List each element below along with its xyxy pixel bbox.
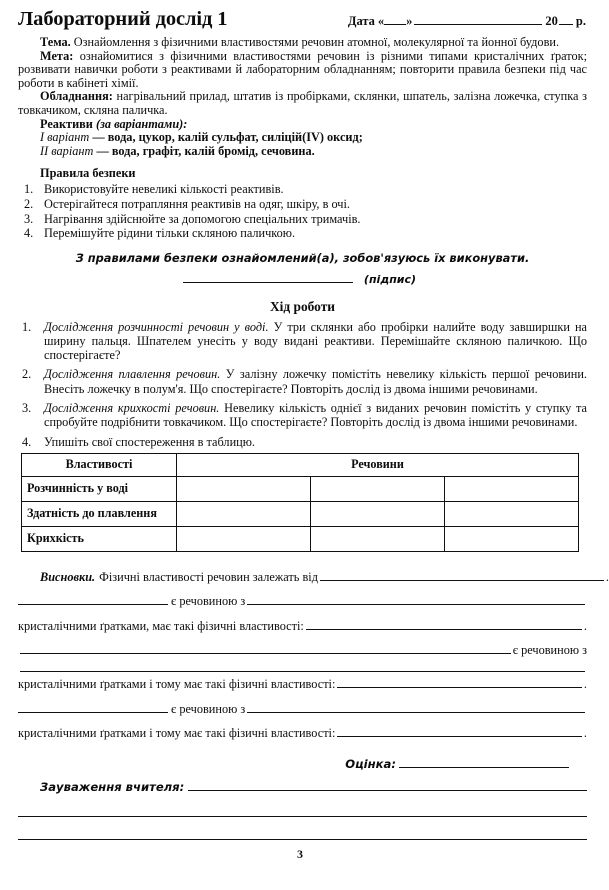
conclusions-lead-text: Фізичні властивості речовин залежать від [99,569,318,584]
conclusion-blank-1[interactable] [320,571,604,581]
list-item [18,367,587,395]
variant-1-label: I варіант [40,130,90,145]
variant-1-line [18,131,587,145]
conclusion-blank-3[interactable] [306,619,582,629]
table-row [22,501,579,526]
theme-label: Тема. [40,35,71,49]
cell-brittleness-2[interactable] [311,526,445,551]
reagents-paragraph [18,118,587,132]
conclusion-lattice-props-2: кристалічними ґратками і тому має такі фізичні властивості: [18,677,336,692]
safety-rule-3-number: 3. [24,211,34,226]
step-2-text: У залізну ложечку помістіть невелику кількість першої речовини. Внесіть ложечку в полум'я. Що спостерігаєте? Повторіть дослід із двома іншими речовинами. [44,367,588,396]
procedure-steps-list [18,320,587,449]
step-4-number: 4. [22,434,32,449]
safety-rules-list [18,182,587,240]
safety-rule-2-text: Остерігайтеся потрапляння реактивів на одяг, шкіру, в очі. [44,197,350,212]
cell-brittleness-3[interactable] [445,526,579,551]
teacher-remark-blank-2[interactable] [18,816,587,817]
step-3-number: 3. [22,401,32,416]
conclusion-is-substance-1: є речовиною з [171,594,246,609]
safety-rule-1-text: Використовуйте невеликі кількості реактивів. [44,182,284,197]
safety-rule-2-number: 2. [24,197,34,212]
row-label-meltability: Здатність до плавлення [22,501,177,526]
table-header-row [22,453,579,476]
step-3-heading: Дослідження крихкості речовин. [44,401,220,416]
equipment-text: нагрівальний прилад, штатив із пробірками, склянки, шпатель, залізна ложечка, ступка з товкачиком, скляна паличка. [18,89,587,117]
date-label: Дата [347,14,375,28]
conclusion-blank-2a[interactable] [18,595,168,605]
conclusion-line-6 [18,672,587,696]
goal-text: ознайомитися з фізичними властивостями речовин із різними типами кристалічних ґраток; розвивати навички роботи з реактивами й лабораторним обладнанням; повторити правила безпеки під час роботи в кабінеті хімії. [18,48,588,90]
variant-1-dash: — [89,130,108,145]
variant-2-text: вода, графіт, калій бромід, сечовина. [111,143,315,158]
conclusion-period-2: . [583,618,587,633]
step-1-heading: Дослідження розчинності речовин у воді. [44,319,269,334]
conclusion-line-2 [18,589,587,613]
conclusion-line-7 [18,697,587,721]
conclusion-line-4 [18,638,587,662]
column-header-substances: Речовини [177,453,579,476]
safety-rules-title: Правила безпеки [40,166,136,181]
conclusion-blank-2b[interactable] [247,595,585,605]
conclusion-blank-4[interactable] [20,644,511,654]
safety-rule-3-text: Нагрівання здійснюйте за допомогою спеціальних тримачів. [44,211,361,226]
observations-table [21,453,579,552]
variant-2-line [18,145,587,159]
teacher-remark-blank-1[interactable] [188,782,587,791]
teacher-remark-blank-3[interactable] [18,839,587,840]
conclusion-period-3: . [583,677,587,692]
date-field[interactable] [348,14,588,29]
conclusion-blank-7b[interactable] [247,702,585,712]
theme-text: Ознайомлення з фізичними властивостями речовин атомної, молекулярної та йонної будови. [73,35,560,49]
date-year-prefix: 20 [545,14,558,28]
reagents-label: Реактиви [40,116,93,131]
table-row [22,476,579,501]
step-4-text: Упишіть свої спостереження в таблицю. [44,434,255,449]
step-2-number: 2. [22,367,32,382]
variant-2-dash: — [93,143,112,158]
cell-meltability-3[interactable] [445,501,579,526]
date-day-blank[interactable] [384,15,406,25]
date-quote-open: « [377,14,385,28]
conclusion-line-5 [18,662,587,672]
cell-solubility-3[interactable] [445,476,579,501]
page-number: 3 [297,847,303,861]
conclusion-line-8 [18,721,587,745]
step-1-text: У три склянки або пробірки налийте воду завширшки на ширину пальця. Шпателем унесіть у воду видані реактиви. Перемішайте скляною паличкою. Що спостерігаєте? [44,319,587,362]
signature-blank[interactable] [183,274,353,283]
conclusion-blank-7a[interactable] [18,702,168,712]
procedure-heading: Хід роботи [270,298,335,314]
goal-label: Мета: [40,48,74,63]
conclusion-is-substance-2: є речовиною з [512,642,587,657]
variant-1-text: вода, цукор, калій сульфат, силіцій(IV) оксид; [107,130,363,145]
safety-rule-4-number: 4. [24,226,34,241]
list-item [18,212,587,226]
conclusion-is-substance-3: є речовиною з [171,701,246,716]
signature-caption: (підпис) [363,272,417,286]
grade-row [18,757,587,771]
conclusion-blank-6[interactable] [337,678,582,688]
page-header [0,0,600,31]
safety-pledge-text: З правилами безпеки ознайомлений(а), зобов'язуюсь їх виконувати. [75,250,530,265]
row-label-brittleness: Крихкість [22,526,177,551]
teacher-remark-label: Зауваження вчителя: [40,780,185,795]
cell-solubility-2[interactable] [311,476,445,501]
table-row [22,526,579,551]
equipment-label: Обладнання: [40,89,113,104]
column-header-property: Властивості [22,453,177,476]
worksheet-content [0,31,609,840]
date-month-blank[interactable] [414,15,542,25]
conclusion-lattice-props-3: кристалічними ґратками і тому має такі фізичні властивості: [18,725,336,740]
grade-blank[interactable] [399,759,569,768]
list-item [18,197,587,211]
cell-meltability-1[interactable] [177,501,311,526]
conclusion-lattice-props-1: кристалічними ґратками, має такі фізичні властивості: [18,618,304,633]
conclusion-period-1: . [605,569,609,584]
cell-brittleness-1[interactable] [177,526,311,551]
grade-label: Оцінка: [345,757,396,772]
list-item [18,182,587,196]
teacher-remark-row [18,780,587,794]
conclusion-blank-5[interactable] [20,662,585,672]
date-year-suffix: р. [575,14,586,28]
conclusions-label: Висновки. [40,569,96,584]
conclusions-section [18,565,609,745]
step-2-heading: Дослідження плавлення речовин. [44,367,221,382]
date-year-blank[interactable] [559,15,573,25]
goal-paragraph [18,50,587,91]
cell-solubility-1[interactable] [177,476,311,501]
row-label-solubility: Розчинність у воді [22,476,177,501]
conclusion-period-4: . [583,725,587,740]
safety-rule-1-number: 1. [24,182,34,197]
list-item [18,435,587,449]
variant-2-label: II варіант [40,143,94,158]
list-item [18,401,587,429]
reagents-variants-note: (за варіантами): [95,116,188,131]
list-item [18,320,587,362]
step-1-number: 1. [22,319,32,334]
signature-row [18,273,587,286]
page-title: Лабораторний дослід 1 [18,8,228,30]
equipment-paragraph [18,90,587,117]
list-item [18,226,587,240]
cell-meltability-2[interactable] [311,501,445,526]
conclusion-line-1 [18,565,609,589]
conclusion-line-3 [18,614,587,638]
theme-paragraph [18,36,587,50]
step-3-text: Невелику кількість однієї з виданих речовин помістіть у ступку та спробуйте подрібнити товкачиком. Що спостерігаєте? Повторіть дослід із двома іншими речовинами. [44,401,588,430]
date-quote-close: » [406,14,413,28]
conclusion-blank-8[interactable] [337,727,582,737]
safety-rule-4-text: Перемішуйте рідини тільки скляною паличкою. [44,226,296,241]
